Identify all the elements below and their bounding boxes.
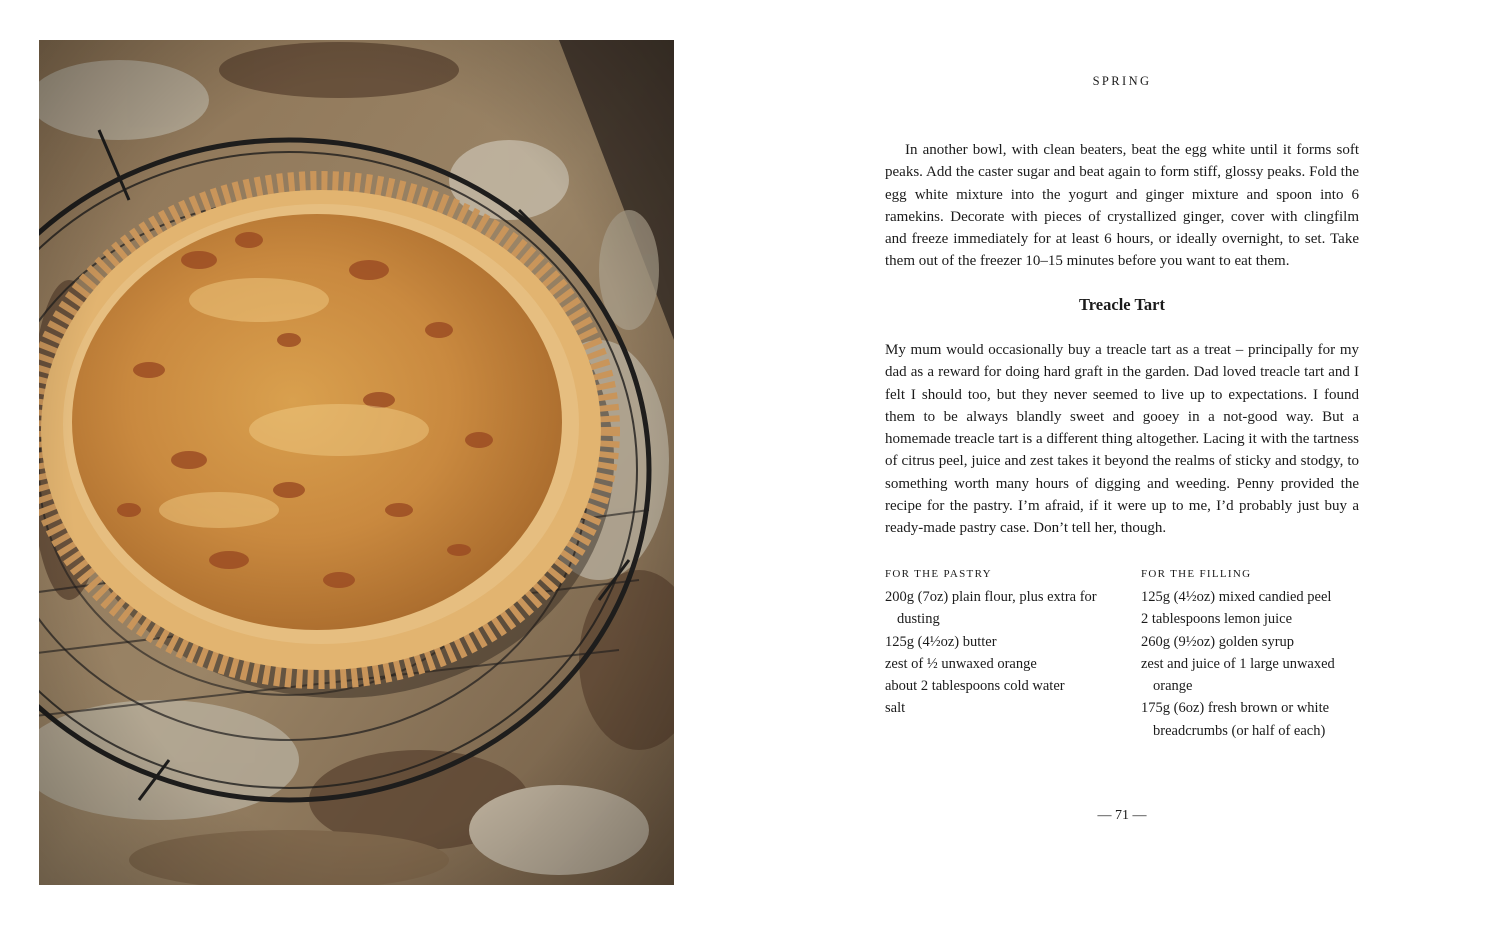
pastry-list (885, 586, 1100, 720)
treacle-tart-photo (39, 40, 674, 885)
ingredient-item: zest and juice of 1 large unwaxed orange (1141, 655, 1335, 695)
ingredient-item: zest of ½ unwaxed orange (885, 655, 1037, 672)
ingredient-item: 125g (4½oz) mixed candied peel (1141, 589, 1332, 605)
ingredient-item: 175g (6oz) fresh brown or white breadcrumbs (or half of each) (1141, 700, 1330, 739)
ingredient-item: salt (885, 700, 906, 717)
photo-vignette (39, 40, 674, 885)
filling-list (1141, 586, 1356, 742)
ingredient-item: 260g (9½oz) golden syrup (1141, 633, 1295, 650)
intro-paragraph: In another bowl, with clean beaters, beat the egg white until it forms soft peaks. Add the caster sugar and beat again to form stiff, glossy peaks. Fold the egg white mixture into the yogurt and ginger mixture and spoon into 6 ramekins. Decorate with pieces of crystallized ginger, cover with clingfilm and freeze immediately for at least 6 hours, or ideally overnight, to set. Take them out of the freezer 10–15 minutes before you want to eat them. (885, 142, 1359, 270)
recipe-description: My mum would occasionally buy a treacle tart as a treat – principally for my dad as a reward for doing hard graft in the garden. Dad loved treacle tart and I felt I should too, but they never seemed to live up to expectations. I found them to be always blandly sweet and gooey in a not-good way. But a homemade treacle tart is a different thing altogether. Lacing it with the tartness of citrus peel, juice and zest takes it beyond the realms of sticky and stodgy, to something worth many hours of digging and weeding. Penny provided the recipe for the pastry. I’m afraid, if it were up to me, I’d probably just buy a ready-made pastry case. Don’t tell her, though. (885, 342, 1359, 537)
recipe-title: Treacle Tart (1079, 295, 1165, 314)
ingredient-item: 2 tablespoons lemon juice (1141, 611, 1293, 628)
pastry-ingredients (885, 566, 1100, 720)
filling-ingredients (1141, 566, 1356, 742)
pastry-heading: FOR THE PASTRY (885, 568, 992, 580)
tart-illustration (39, 40, 674, 885)
page-number: — 71 — (1097, 808, 1147, 823)
filling-heading: FOR THE FILLING (1141, 568, 1252, 580)
ingredient-item: 125g (4½oz) butter (885, 633, 997, 650)
recipe-page (885, 0, 1359, 925)
ingredient-item: about 2 tablespoons cold water (885, 678, 1065, 695)
ingredient-item: 200g (7oz) plain flour, plus extra for dusting (885, 589, 1097, 628)
running-head: SPRING (1092, 74, 1152, 88)
